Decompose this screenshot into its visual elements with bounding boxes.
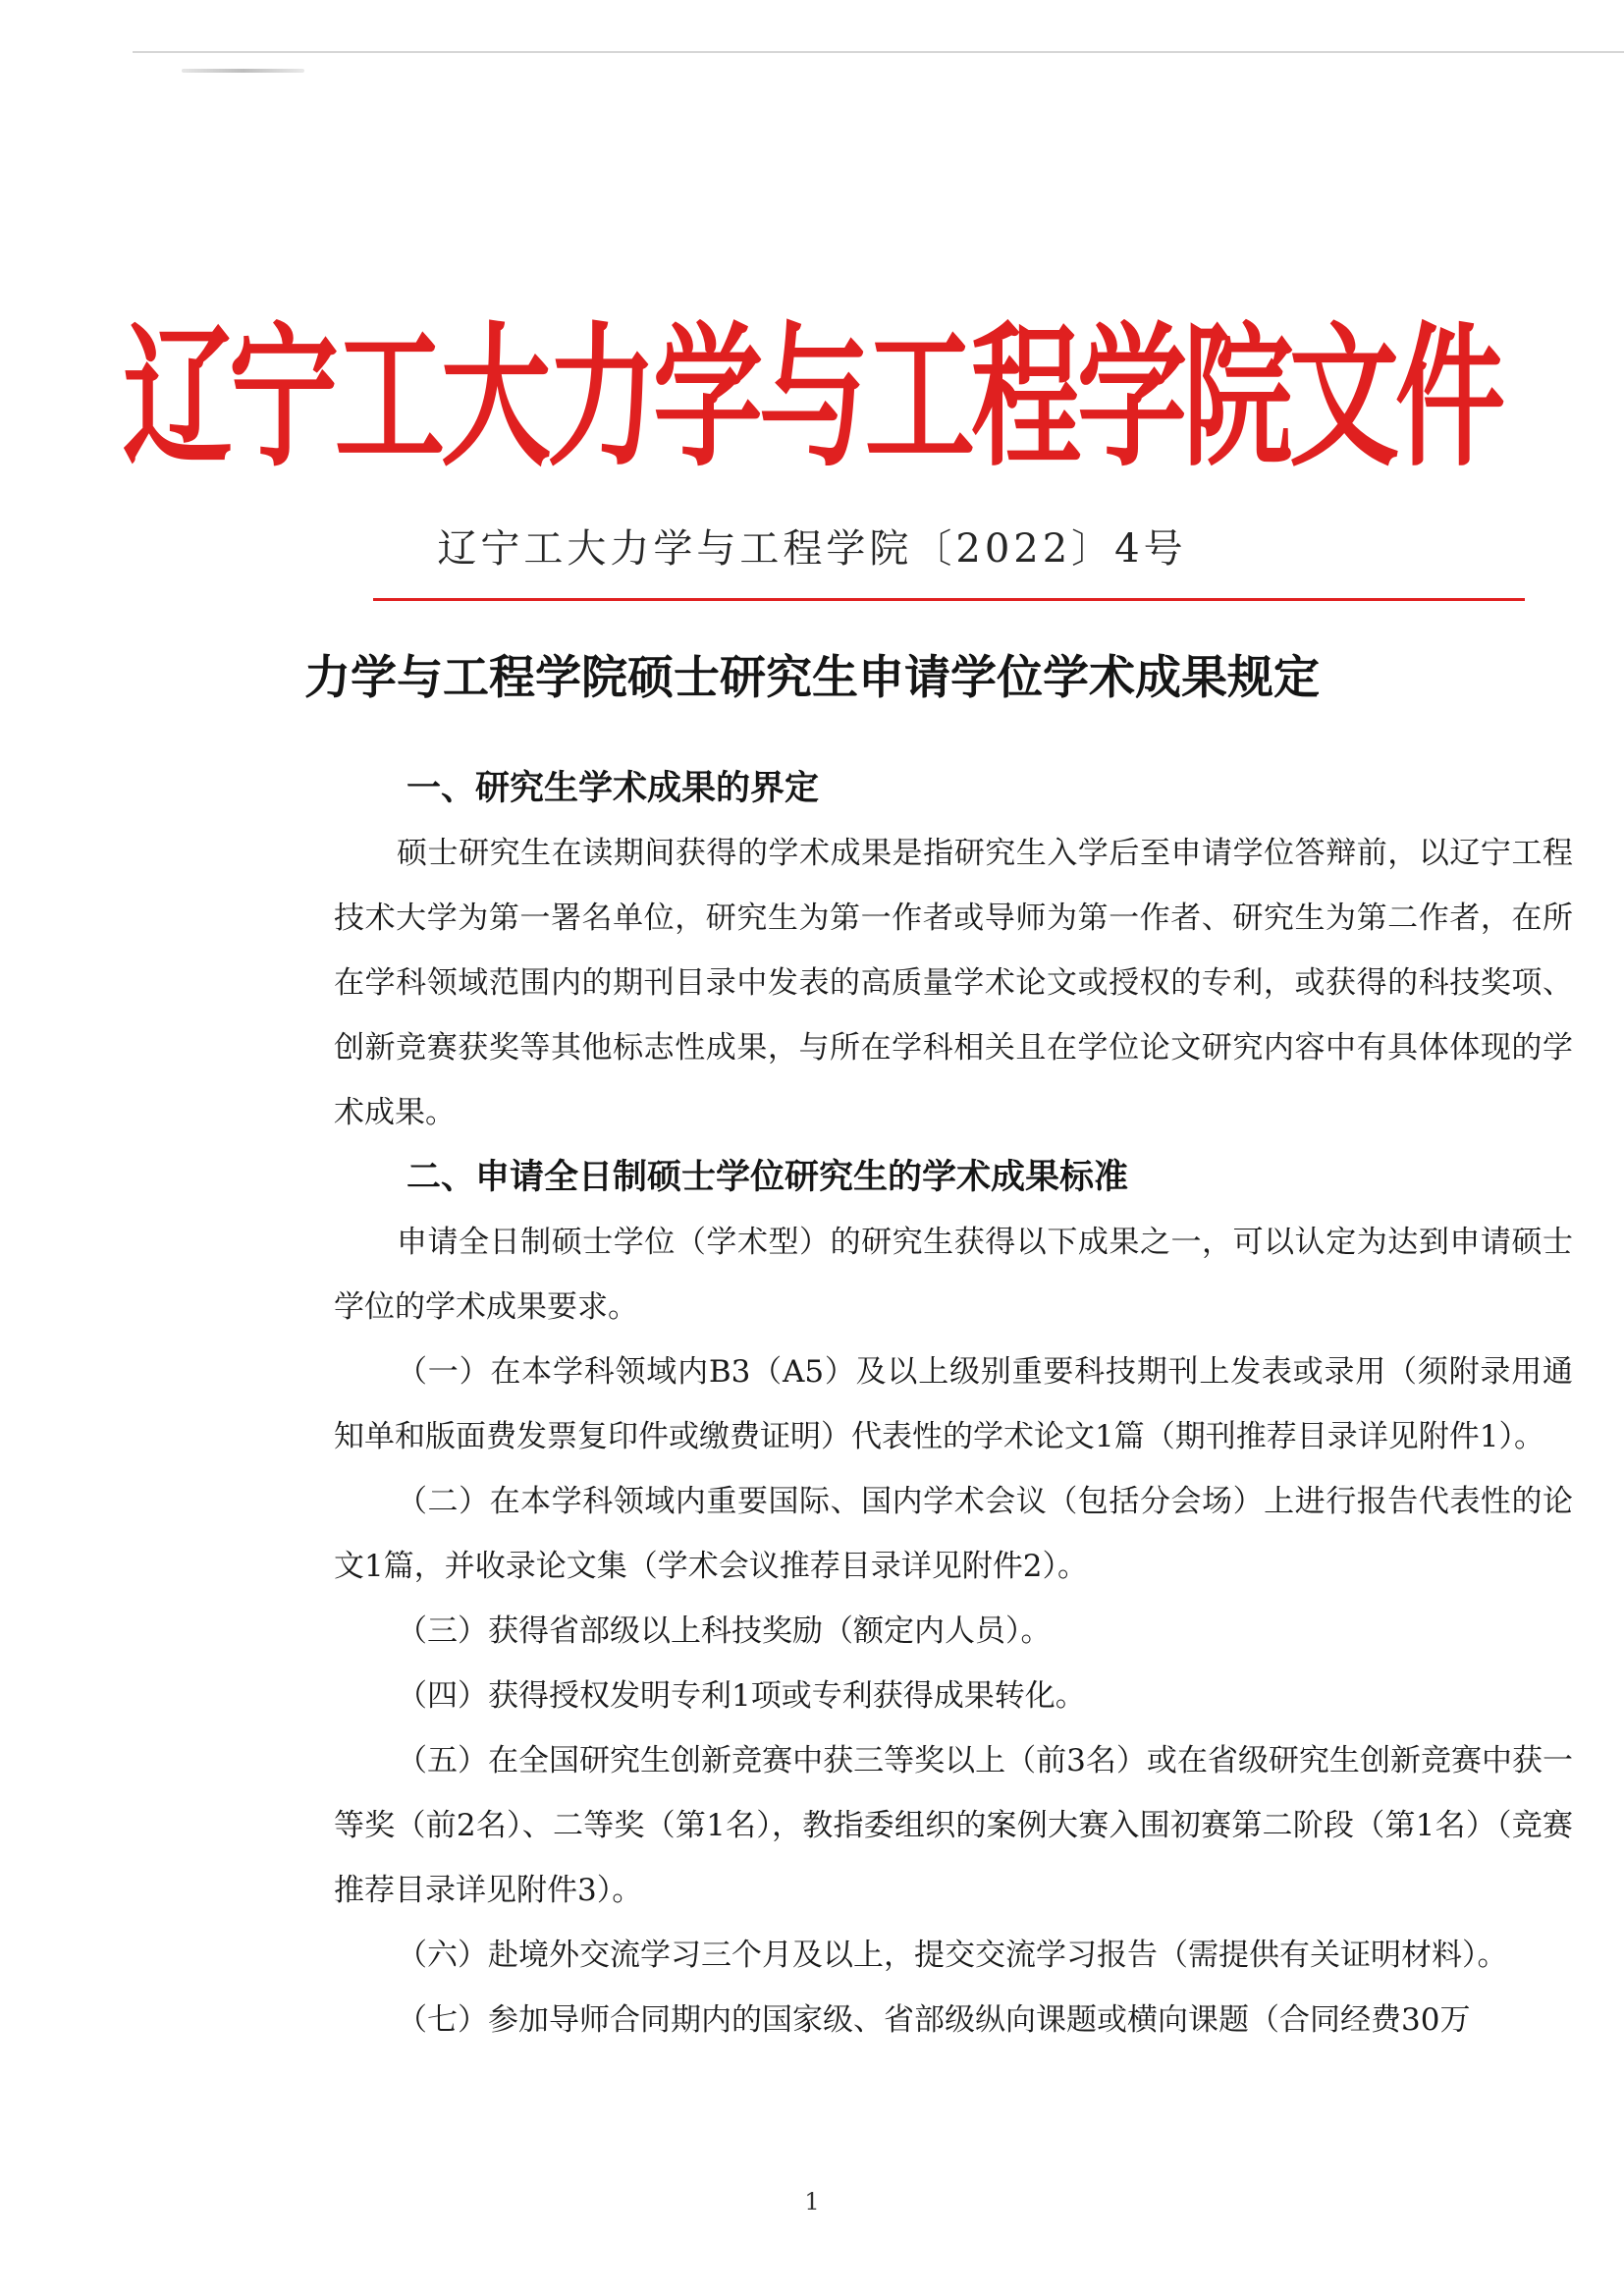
- document-masthead: 辽宁工大力学与工程学院文件: [123, 307, 1501, 488]
- scan-smudge-mark: [182, 69, 304, 73]
- page-number: 1: [804, 2188, 820, 2215]
- section-heading: 二、申请全日制硕士学位研究生的学术成果标准: [406, 1157, 1129, 1197]
- body-paragraph: 申请全日制硕士学位（学术型）的研究生获得以下成果之一，可以认定为达到申请硕士学位的学术成果要求。: [334, 1225, 1573, 1325]
- clause-item: （一）在本学科领域内B3（A5）及以上级别重要科技期刊上发表或录用（须附录用通知单和版面费发票复印件或缴费证明）代表性的学术论文1篇（期刊推荐目录详见附件1）。: [334, 1354, 1573, 1454]
- clause-item: （四）获得授权发明专利1项或专利获得成果转化。: [397, 1678, 1086, 1714]
- clause-item: （五）在全国研究生创新竞赛中获三等奖以上（前3名）或在省级研究生创新竞赛中获一等奖（前2名）、二等奖（第1名），教指委组织的案例大赛入围初赛第二阶段（第1名）（竞赛推荐目录详见附件3）。: [334, 1743, 1573, 1908]
- body-paragraph: 硕士研究生在读期间获得的学术成果是指研究生入学后至申请学位答辩前，以辽宁工程技术大学为第一署名单位，研究生为第一作者或导师为第一作者、研究生为第二作者，在所在学科领域范围内的期刊目录中发表的高质量学术论文或授权的专利，或获得的科技奖项、创新竞赛获奖等其他标志性成果，与所在学科相关且在学位论文研究内容中有具体体现的学术成果。: [334, 836, 1573, 1130]
- clause-item: （七）参加导师合同期内的国家级、省部级纵向课题或横向课题（合同经费30万: [397, 2002, 1471, 2038]
- clause-item: （三）获得省部级以上科技奖励（额定内人员）。: [397, 1613, 1052, 1649]
- document-body: [334, 756, 1573, 2052]
- document-number: 辽宁工大力学与工程学院〔2022〕4号: [437, 526, 1187, 572]
- clause-item: （六）赴境外交流学习三个月及以上，提交交流学习报告（需提供有关证明材料）。: [397, 1938, 1508, 1973]
- scan-edge-line: [133, 51, 1624, 53]
- clause-item: （二）在本学科领域内重要国际、国内学术会议（包括分会场）上进行报告代表性的论文1篇，并收录论文集（学术会议推荐目录详见附件2）。: [334, 1484, 1573, 1584]
- section-heading: 一、研究生学术成果的界定: [406, 768, 820, 808]
- document-title: 力学与工程学院硕士研究生申请学位学术成果规定: [304, 651, 1320, 705]
- red-separator-rule: [373, 598, 1525, 601]
